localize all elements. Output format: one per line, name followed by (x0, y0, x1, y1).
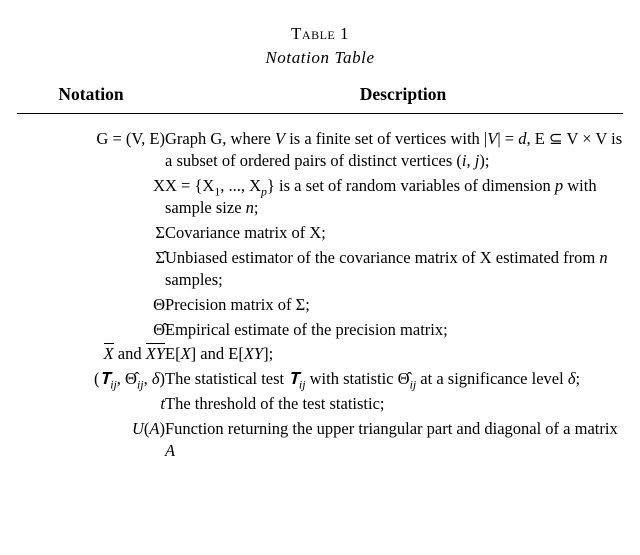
table-caption (16, 24, 624, 68)
notation-table (17, 80, 623, 464)
column-header-notation: Notation (17, 80, 165, 114)
notation-symbol: X and XY (103, 344, 165, 364)
notation-symbol: t (160, 394, 165, 414)
notation-description: Graph G, where V is a finite set of vertices with |V| = d, E ⊆ V × V is a subset of ordered pairs of distinct vertices (i, j); (165, 129, 623, 170)
table-row (17, 292, 623, 317)
table-row (17, 317, 623, 342)
notation-description: $X = \{X_1$, ..., $X_p$} is a set of random variables of dimension p with sample size n; (165, 175, 597, 217)
table-caption-label: Table 1 (291, 24, 349, 43)
notation-description: The statistical test 𝐓$_{ij}$ with statistic $\Thetâ_{ij}$ at a significance level δ; (165, 369, 581, 392)
notation-description: E[X] and E[XY]; (165, 344, 274, 364)
table-row (17, 245, 623, 292)
table-header-row (17, 80, 623, 114)
notation-symbol: U(A) (131, 419, 165, 439)
notation-symbol: X (153, 175, 165, 195)
notation-description: Empirical estimate of the precision matrix; (165, 319, 448, 339)
table-header (17, 80, 623, 114)
column-header-description: Description (165, 80, 623, 114)
notation-description: The threshold of the test statistic; (165, 394, 385, 414)
table-row (17, 342, 623, 367)
table-row (17, 392, 623, 417)
notation-symbol: (𝐓$_{ij}$, $\Thetâ_{ij}$, δ) (94, 369, 165, 392)
notation-symbol: G = (V, E) (96, 129, 165, 148)
notation-symbol: Θ (153, 294, 165, 314)
notation-description: Precision matrix of Σ; (165, 294, 310, 314)
table-row (17, 114, 623, 174)
table-body (17, 114, 623, 464)
notation-symbol: Σ̂ (155, 247, 165, 267)
table-row (17, 417, 623, 464)
table-row (17, 173, 623, 220)
notation-description: Covariance matrix of X; (165, 222, 326, 242)
notation-symbol: Σ (155, 222, 165, 242)
table-caption-title: Notation Table (265, 48, 375, 67)
notation-description: Function returning the upper triangular part and diagonal of a matrix A (165, 419, 618, 461)
notation-description: Unbiased estimator of the covariance matrix of X estimated from n samples; (165, 247, 608, 289)
notation-symbol: Θ̂ (153, 319, 165, 339)
table-row (17, 220, 623, 245)
table-row (17, 367, 623, 392)
